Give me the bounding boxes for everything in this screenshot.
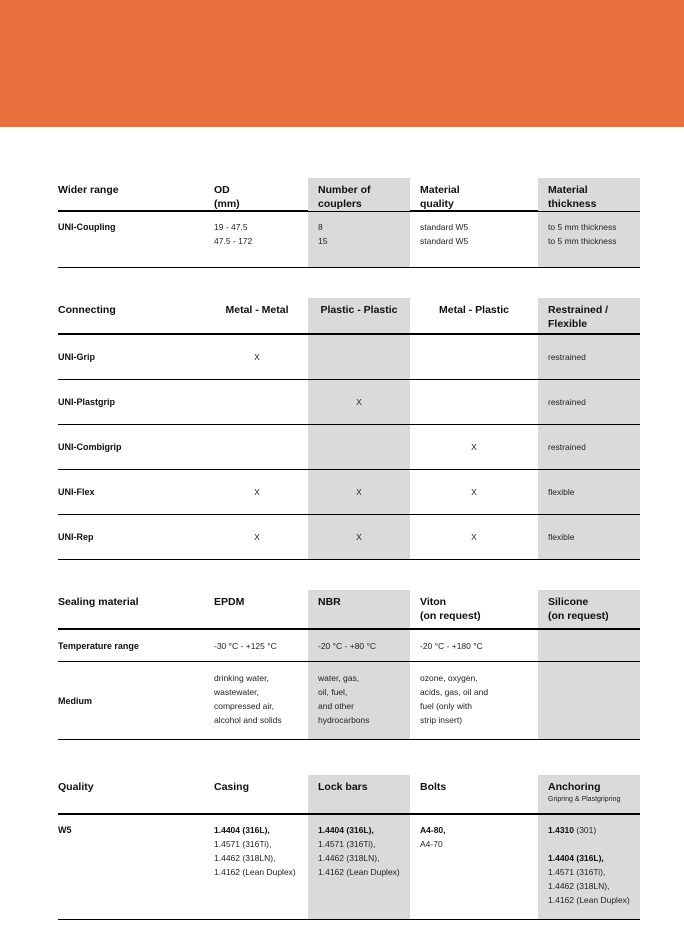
row-label: UNI-Combigrip bbox=[58, 442, 122, 452]
value-line: 1.4404 (316L), bbox=[318, 825, 374, 835]
row-w5 bbox=[58, 815, 640, 920]
header-line: Number of bbox=[318, 184, 371, 196]
cell-silicone-temp-empty bbox=[538, 630, 640, 661]
row-label: Medium bbox=[58, 695, 93, 706]
header-line: (on request) bbox=[548, 610, 609, 622]
cell-metal-plastic bbox=[410, 380, 538, 424]
cell-plastic-plastic: X bbox=[308, 515, 410, 559]
row-uni-flex bbox=[58, 470, 640, 515]
row-temperature-range bbox=[58, 630, 640, 662]
col-header-viton bbox=[410, 590, 538, 628]
value-line: A4-70 bbox=[420, 839, 443, 849]
cell-metal-metal: X bbox=[254, 532, 260, 542]
row-label: Temperature range bbox=[58, 641, 139, 651]
cell-restraint: flexible bbox=[538, 470, 640, 514]
cell-restraint: restrained bbox=[538, 380, 640, 424]
row-label: UNI-Grip bbox=[58, 352, 95, 362]
value-line: 8 bbox=[318, 222, 323, 232]
col-header-plastic-plastic: Plastic - Plastic bbox=[308, 298, 410, 333]
tables-area bbox=[58, 178, 640, 920]
table-connecting bbox=[58, 298, 640, 560]
header-line: Material bbox=[548, 184, 588, 196]
value-line bbox=[548, 823, 640, 837]
col-header-sealing-material: Sealing material bbox=[58, 596, 139, 608]
value-line: wastewater, bbox=[214, 687, 259, 697]
value-line: strip insert) bbox=[420, 715, 463, 725]
col-header-wider-range: Wider range bbox=[58, 184, 119, 196]
value-line: 19 - 47.5 bbox=[214, 222, 248, 232]
cell-epdm-medium bbox=[206, 662, 308, 739]
header-line: Silicone bbox=[548, 596, 589, 608]
row-uni-grip bbox=[58, 335, 640, 380]
row-label: UNI-Rep bbox=[58, 532, 94, 542]
header-line: Restrained / bbox=[548, 304, 609, 316]
value-line: 1.4404 (316L), bbox=[548, 853, 604, 863]
orange-header-band bbox=[0, 0, 684, 127]
table-wider-range bbox=[58, 178, 640, 268]
col-header-restrained-flexible bbox=[538, 298, 640, 333]
cell-metal-plastic bbox=[410, 335, 538, 379]
value-line: 1.4162 (Lean Duplex) bbox=[318, 867, 400, 877]
header-subtitle: Gripring & Plastgripring bbox=[548, 796, 621, 803]
value-line: standard W5 bbox=[420, 222, 469, 232]
col-header-metal-plastic: Metal - Plastic bbox=[438, 304, 510, 316]
cell-metal-plastic: X bbox=[471, 532, 477, 542]
value-line: 1.4162 (Lean Duplex) bbox=[214, 867, 296, 877]
col-header-silicone bbox=[538, 590, 640, 628]
col-header-lock-bars: Lock bars bbox=[308, 775, 410, 813]
header-line: thickness bbox=[548, 198, 597, 210]
cell-restraint: restrained bbox=[538, 425, 640, 469]
header-line: Viton bbox=[420, 596, 447, 608]
table-sealing-material bbox=[58, 590, 640, 740]
value-line: A4-80, bbox=[420, 825, 446, 835]
value-line: oil, fuel, bbox=[318, 687, 348, 697]
cell-restraint: flexible bbox=[538, 515, 640, 559]
table-header-row bbox=[58, 298, 640, 335]
value-line: 1.4462 (318LN), bbox=[214, 853, 276, 863]
cell-material-quality bbox=[410, 212, 538, 267]
table-quality bbox=[58, 775, 640, 920]
cell-od-values bbox=[206, 212, 308, 267]
value-line: hydrocarbons bbox=[318, 715, 370, 725]
value-line: 1.4462 (318LN), bbox=[548, 881, 610, 891]
cell-viton-medium bbox=[410, 662, 538, 739]
cell-plastic-plastic: X bbox=[308, 380, 410, 424]
table-header-row bbox=[58, 178, 640, 212]
value-line: acids, gas, oil and bbox=[420, 687, 489, 697]
row-uni-plastgrip bbox=[58, 380, 640, 425]
cell-anchoring bbox=[538, 815, 640, 919]
value-line: 15 bbox=[318, 236, 328, 246]
value-line: 1.4571 (316Ti), bbox=[318, 839, 376, 849]
cell-restraint: restrained bbox=[538, 335, 640, 379]
col-header-material-quality bbox=[410, 178, 538, 211]
col-header-od bbox=[206, 178, 308, 211]
cell-epdm-temp: -30 °C - +125 °C bbox=[214, 641, 277, 651]
row-label: UNI-Coupling bbox=[58, 222, 116, 232]
cell-material-thickness bbox=[538, 212, 640, 267]
value-bold: 1.4310 bbox=[548, 825, 574, 835]
value-rest: (301) bbox=[574, 825, 597, 835]
row-uni-rep bbox=[58, 515, 640, 560]
col-header-epdm: EPDM bbox=[214, 596, 245, 608]
value-line: ozone, oxygen, bbox=[420, 673, 478, 683]
cell-nbr-temp: -20 °C - +80 °C bbox=[308, 630, 410, 661]
cell-plastic-plastic bbox=[308, 335, 410, 379]
value-line: drinking water, bbox=[214, 673, 269, 683]
value-line: 1.4162 (Lean Duplex) bbox=[548, 895, 630, 905]
value-line: standard W5 bbox=[420, 236, 469, 246]
cell-metal-metal bbox=[206, 380, 308, 424]
header-line: quality bbox=[420, 198, 454, 210]
cell-viton-temp: -20 °C - +180 °C bbox=[420, 641, 483, 651]
cell-bolts bbox=[410, 815, 538, 919]
header-line: couplers bbox=[318, 198, 362, 210]
row-uni-combigrip bbox=[58, 425, 640, 470]
table-header-row bbox=[58, 590, 640, 630]
value-line: 1.4571 (316Ti), bbox=[548, 867, 606, 877]
cell-metal-metal: X bbox=[254, 487, 260, 497]
cell-casing bbox=[206, 815, 308, 919]
header-line: (on request) bbox=[420, 610, 481, 622]
cell-silicone-medium-empty bbox=[538, 662, 640, 739]
header-line: OD bbox=[214, 184, 230, 196]
cell-metal-plastic: X bbox=[471, 442, 477, 452]
row-label: UNI-Flex bbox=[58, 487, 95, 497]
cell-metal-plastic: X bbox=[471, 487, 477, 497]
cell-nbr-medium bbox=[308, 662, 410, 739]
cell-coupler-counts bbox=[308, 212, 410, 267]
value-line: 47.5 - 172 bbox=[214, 236, 253, 246]
value-line: fuel (only with bbox=[420, 701, 472, 711]
col-header-anchoring bbox=[538, 775, 640, 813]
cell-lock-bars bbox=[308, 815, 410, 919]
value-line: to 5 mm thickness bbox=[548, 222, 617, 232]
cell-metal-metal: X bbox=[254, 352, 260, 362]
row-uni-coupling bbox=[58, 212, 640, 268]
header-line: Flexible bbox=[548, 318, 588, 330]
cell-metal-metal bbox=[206, 425, 308, 469]
col-header-quality: Quality bbox=[58, 781, 94, 793]
header-line: Material bbox=[420, 184, 460, 196]
header-line: Anchoring bbox=[548, 781, 601, 793]
cell-plastic-plastic: X bbox=[308, 470, 410, 514]
col-header-material-thickness bbox=[538, 178, 640, 211]
table-header-row bbox=[58, 775, 640, 815]
value-line: 1.4404 (316L), bbox=[214, 825, 270, 835]
col-header-casing: Casing bbox=[214, 781, 250, 793]
value-line: 1.4462 (318LN), bbox=[318, 853, 380, 863]
value-line: 1.4571 (316Ti), bbox=[214, 839, 272, 849]
value-line: water, gas, bbox=[318, 673, 360, 683]
col-header-nbr: NBR bbox=[308, 590, 410, 628]
col-header-metal-metal: Metal - Metal bbox=[225, 304, 289, 316]
cell-plastic-plastic bbox=[308, 425, 410, 469]
value-line: to 5 mm thickness bbox=[548, 236, 617, 246]
value-line: alcohol and solids bbox=[214, 715, 282, 725]
row-medium bbox=[58, 662, 640, 740]
col-header-number-of-couplers bbox=[308, 178, 410, 211]
col-header-bolts: Bolts bbox=[420, 781, 447, 793]
row-label: W5 bbox=[58, 825, 72, 835]
row-label: UNI-Plastgrip bbox=[58, 397, 116, 407]
header-line: (mm) bbox=[214, 198, 240, 210]
col-header-connecting: Connecting bbox=[58, 304, 116, 316]
value-line: compressed air, bbox=[214, 701, 274, 711]
value-line: and other bbox=[318, 701, 354, 711]
